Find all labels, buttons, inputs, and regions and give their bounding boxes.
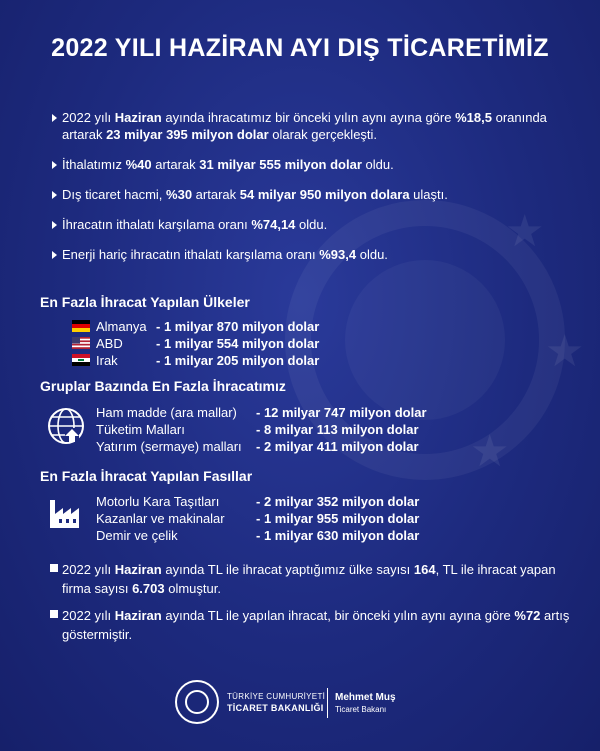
- group-row-consumer-goods: Tüketim Malları - 8 milyar 113 milyon dolar: [96, 422, 419, 437]
- summary-bullet-import: İthalatımız %40 artarak 31 milyar 555 milyon dolar oldu.: [52, 156, 562, 173]
- triangle-bullet-icon: [52, 114, 57, 122]
- globe-arrow-icon: [46, 406, 86, 446]
- chapter-row-vehicles: Motorlu Kara Taşıtları - 2 milyar 352 milyon dolar: [96, 494, 420, 509]
- note-tl-exports: 2022 yılı Haziran ayında TL ile ihracat yaptığımız ülke sayısı 164, TL ile ihracat yapan firma sayısı 6.703 olmuştur.: [50, 560, 582, 598]
- square-bullet-icon: [50, 564, 58, 572]
- triangle-bullet-icon: [52, 191, 57, 199]
- summary-bullets: [52, 109, 562, 276]
- chapter-row-machinery: Kazanlar ve makinalar - 1 milyar 955 milyon dolar: [96, 511, 420, 526]
- summary-bullet-export: 2022 yılı Haziran ayında ihracatımız bir önceki yılın aynı ayına göre %18,5 oranında artarak 23 milyar 395 milyon dolar olarak gerçekleşti.: [52, 109, 562, 143]
- minister-name: Mehmet Muş: [335, 692, 396, 703]
- page-title: 2022 YILI HAZİRAN AYI DIŞ TİCARETİMİZ: [51, 34, 549, 62]
- country-row-usa: ABD - 1 milyar 554 milyon dolar: [96, 336, 320, 351]
- countries-section-title: En Fazla İhracat Yapılan Ülkeler: [40, 294, 250, 310]
- chapters-section-title: En Fazla İhracat Yapılan Fasıllar: [40, 468, 253, 484]
- groups-section-title: Gruplar Bazında En Fazla İhracatımız: [40, 378, 286, 394]
- summary-bullet-energy-coverage: Enerji hariç ihracatın ithalatı karşılama oranı %93,4 oldu.: [52, 246, 562, 263]
- country-row-germany: Almanya - 1 milyar 870 milyon dolar: [96, 319, 320, 334]
- germany-flag-icon: [72, 320, 90, 332]
- triangle-bullet-icon: [52, 221, 57, 229]
- summary-bullet-coverage: İhracatın ithalatı karşılama oranı %74,14 oldu.: [52, 216, 562, 233]
- footer: [175, 680, 435, 730]
- group-row-raw-materials: Ham madde (ara mallar) - 12 milyar 747 milyon dolar: [96, 405, 427, 420]
- ministry-logo-icon: [175, 680, 219, 724]
- star-watermark-icon: ★: [470, 427, 510, 476]
- ministry-seal-watermark-center: [345, 260, 505, 420]
- iraq-flag-icon: [72, 354, 90, 366]
- usa-flag-icon: [72, 337, 90, 349]
- ministry-name-line2: TİCARET BAKANLIĞI: [227, 703, 324, 713]
- factory-icon: [48, 498, 84, 530]
- chapter-row-iron-steel: Demir ve çelik - 1 milyar 630 milyon dolar: [96, 528, 420, 543]
- summary-bullet-trade-volume: Dış ticaret hacmi, %30 artarak 54 milyar 950 milyon dolara ulaştı.: [52, 186, 562, 203]
- group-row-capital-goods: Yatırım (sermaye) malları - 2 milyar 411 milyon dolar: [96, 439, 419, 454]
- star-watermark-icon: ★: [545, 327, 585, 376]
- star-watermark-icon: ★: [505, 207, 545, 256]
- ministry-name-line1: TÜRKİYE CUMHURİYETİ: [227, 692, 326, 701]
- note-tl-increase: 2022 yılı Haziran ayında TL ile yapılan ihracat, bir önceki yılın aynı ayına göre %72 artış göstermiştir.: [50, 606, 582, 644]
- minister-title: Ticaret Bakanı: [335, 705, 387, 714]
- triangle-bullet-icon: [52, 251, 57, 259]
- square-bullet-icon: [50, 610, 58, 618]
- triangle-bullet-icon: [52, 161, 57, 169]
- footer-divider: [327, 688, 328, 718]
- country-row-iraq: Irak - 1 milyar 205 milyon dolar: [96, 353, 320, 368]
